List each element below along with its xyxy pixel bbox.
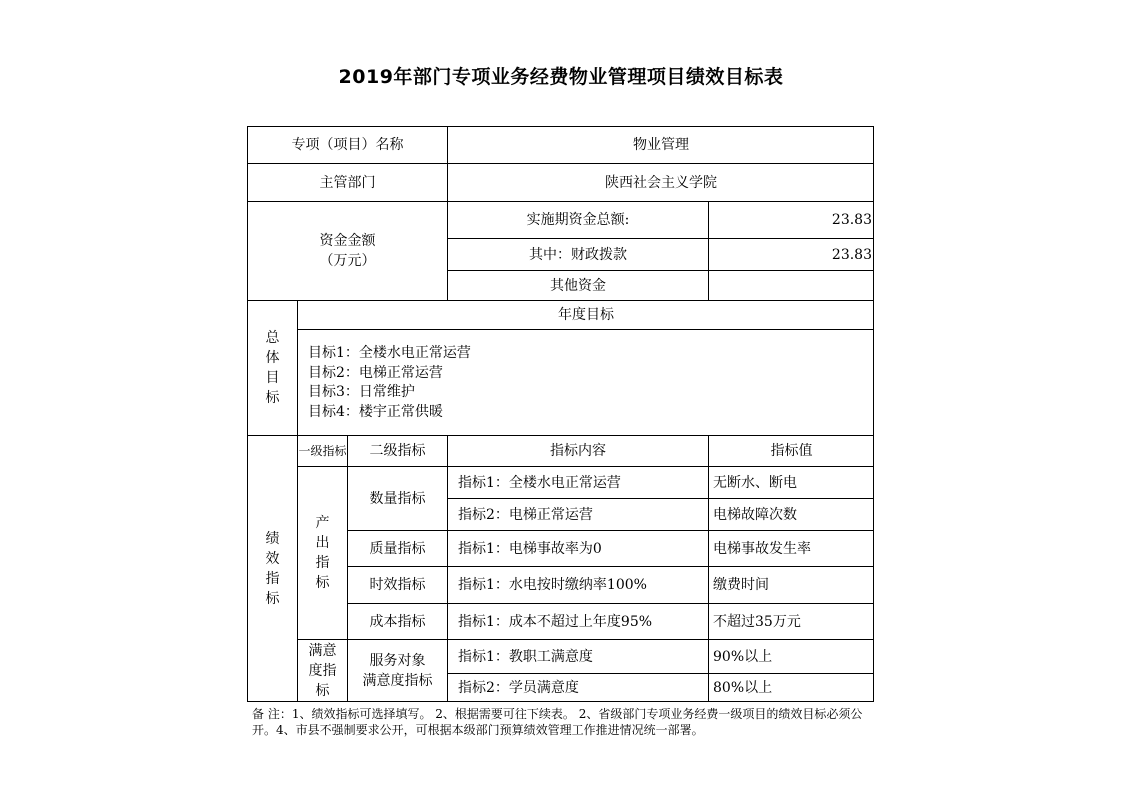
performance-char: 指 <box>265 571 280 587</box>
quantity-indicator-label: 数量指标 <box>348 467 448 531</box>
overall-goal-label <box>248 301 298 436</box>
funds-total-label: 实施期资金总额: <box>448 202 709 239</box>
satisfaction-row-2-value: 80%以上 <box>713 680 773 696</box>
quality-row-value: 电梯事故发生率 <box>709 531 874 567</box>
header-level2: 二级指标 <box>348 436 448 467</box>
department-value: 陕西社会主义学院 <box>448 164 874 202</box>
header-value: 指标值 <box>709 436 874 467</box>
service-satisfaction-label <box>348 640 448 702</box>
funds-fiscal-label: 其中：财政拨款 <box>448 239 709 271</box>
funds-other-label: 其他资金 <box>448 271 709 301</box>
overall-goal-char: 标 <box>265 390 280 406</box>
output-char: 标 <box>315 575 330 591</box>
header-content: 指标内容 <box>448 436 709 467</box>
overall-goal-char: 目 <box>265 370 280 386</box>
funds-label <box>248 202 448 301</box>
annual-goal-list <box>298 330 874 436</box>
goal-item: 目标3：日常维护 <box>308 384 415 400</box>
satisfaction-row-2-content: 指标2：学员满意度 <box>448 674 709 702</box>
output-indicator-label <box>298 467 348 640</box>
quantity-row-1-content: 指标1：全楼水电正常运营 <box>448 467 709 499</box>
performance-label <box>248 436 298 702</box>
timeliness-row-value: 缴费时间 <box>709 567 874 604</box>
performance-char: 效 <box>265 551 280 567</box>
output-char: 指 <box>315 555 330 571</box>
department-label: 主管部门 <box>248 164 448 202</box>
timeliness-row-content: 指标1：水电按时缴纳率100% <box>448 567 709 604</box>
footnote: 备 注：1、绩效指标可选择填写。 2、根据需要可往下续表。 2、省级部门专项业务经费一级项目的绩效目标必须公开。4、市县不强制要求公开，可根据本级部门预算绩效管理工作推进情况统一部署。 <box>252 707 863 737</box>
quantity-row-1-value: 无断水、断电 <box>709 467 874 499</box>
quantity-row-2-content: 指标2：电梯正常运营 <box>448 499 709 531</box>
performance-table <box>247 126 874 702</box>
funds-total-value: 23.83 <box>709 202 874 239</box>
output-char: 出 <box>315 535 330 551</box>
goal-item: 目标1：全楼水电正常运营 <box>308 345 471 361</box>
overall-goal-char: 体 <box>265 350 280 366</box>
header-level1: 一级指标 <box>298 436 348 467</box>
service-satisfaction-line1: 服务对象 <box>369 653 426 669</box>
funds-label-line2: （万元） <box>319 253 376 269</box>
satisfaction-row-1-value: 90%以上 <box>709 640 874 674</box>
cost-row-content: 指标1：成本不超过上年度95% <box>448 604 709 640</box>
quality-row-content: 指标1：电梯事故率为0 <box>448 531 709 567</box>
quantity-row-2-value: 电梯故障次数 <box>709 499 874 531</box>
overall-goal-char: 总 <box>265 330 280 346</box>
cost-indicator-label: 成本指标 <box>348 604 448 640</box>
satisfaction-indicator-label <box>298 640 348 702</box>
performance-char: 绩 <box>265 531 280 547</box>
performance-char: 标 <box>265 591 280 607</box>
funds-label-line1: 资金金额 <box>319 233 376 249</box>
service-satisfaction-line2: 满意度指标 <box>362 673 433 689</box>
output-char: 产 <box>315 515 330 531</box>
satisfaction-char: 满意 <box>308 643 337 659</box>
funds-fiscal-value: 23.83 <box>709 239 874 271</box>
page-title: 2019年部门专项业务经费物业管理项目绩效目标表 <box>338 66 784 88</box>
timeliness-indicator-label: 时效指标 <box>348 567 448 604</box>
project-name-value: 物业管理 <box>448 127 874 164</box>
goal-item: 目标2：电梯正常运营 <box>308 364 443 381</box>
quality-indicator-label: 质量指标 <box>348 531 448 567</box>
funds-other-value <box>709 271 874 301</box>
project-name-label: 专项（项目）名称 <box>248 127 448 164</box>
annual-goal-header: 年度目标 <box>298 301 874 330</box>
goal-item: 目标4：楼宇正常供暖 <box>308 403 443 420</box>
satisfaction-char: 标 <box>315 683 330 699</box>
satisfaction-row-1-content: 指标1：教职工满意度 <box>448 640 709 674</box>
satisfaction-char: 度指 <box>308 663 337 679</box>
cost-row-value: 不超过35万元 <box>709 604 874 640</box>
